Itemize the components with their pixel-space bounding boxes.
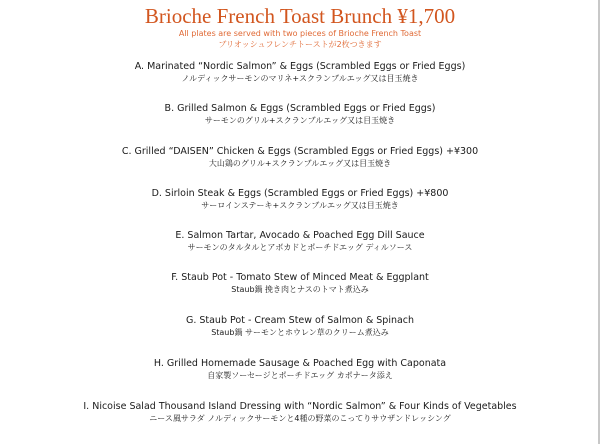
menu-item-name: E. Salmon Tartar, Avocado & Poached Egg Dill Sauce — [175, 230, 425, 241]
menu-item-f — [0, 271, 600, 296]
menu-subtitle: All plates are served with two pieces of Brioche French Toast — [178, 29, 422, 38]
menu-item-name-jp: Staub鍋 挽き肉とナスのトマト煮込み — [231, 285, 369, 294]
menu-header — [0, 4, 600, 50]
menu-item-name-jp: 自家製ソーセージとポーチドエッグ カポナータ添え — [207, 371, 393, 380]
menu-subtitle-jp: ブリオッシュフレンチトーストが2枚つきます — [218, 40, 382, 49]
menu-item-g — [0, 314, 600, 339]
menu-title: Brioche French Toast Brunch ¥1,700 — [144, 4, 456, 28]
menu-item-name-jp: サーロインステーキ+スクランブルエッグ又は目玉焼き — [201, 201, 399, 210]
menu-item-name: I. Nicoise Salad Thousand Island Dressing with “Nordic Salmon” & Four Kinds of Vegetables — [83, 401, 517, 412]
menu-item-name: A. Marinated “Nordic Salmon” & Eggs (Scrambled Eggs or Fried Eggs) — [134, 61, 466, 72]
menu-item-name-jp: Staub鍋 サーモンとホウレン草のクリーム煮込み — [211, 328, 389, 337]
menu-item-d — [0, 187, 600, 212]
menu-item-name: B. Grilled Salmon & Eggs (Scrambled Eggs or Fried Eggs) — [164, 103, 436, 114]
menu-item-name-jp: ノルディックサーモンのマリネ+スクランブルエッグ又は目玉焼き — [181, 74, 419, 83]
menu-item-name: D. Sirloin Steak & Eggs (Scrambled Eggs or Fried Eggs) +¥800 — [151, 188, 449, 199]
menu-item-name: G. Staub Pot - Cream Stew of Salmon & Spinach — [185, 315, 415, 326]
menu-item-h — [0, 357, 600, 382]
menu-item-name: F. Staub Pot - Tomato Stew of Minced Meat & Eggplant — [171, 272, 429, 283]
menu-item-i — [0, 400, 600, 425]
menu-item-c — [0, 145, 600, 170]
menu-item-name: H. Grilled Homemade Sausage & Poached Egg with Caponata — [153, 358, 447, 369]
menu-item-name-jp: サーモンのグリル+スクランブルエッグ又は目玉焼き — [204, 116, 396, 125]
menu-item-name: C. Grilled “DAISEN” Chicken & Eggs (Scrambled Eggs or Fried Eggs) +¥300 — [121, 146, 479, 157]
menu-item-name-jp: サーモンのタルタルとアボカドとポーチドエッグ ディルソース — [187, 243, 413, 252]
menu-item-name-jp: 大山鶏のグリル+スクランブルエッグ又は目玉焼き — [208, 159, 392, 168]
menu-item-name-jp: ニース風サラダ ノルディックサーモンと4種の野菜のこってりサウザンドレッシング — [149, 414, 451, 423]
menu-item-b — [0, 102, 600, 127]
menu-item-e — [0, 229, 600, 254]
menu-item-a — [0, 60, 600, 85]
